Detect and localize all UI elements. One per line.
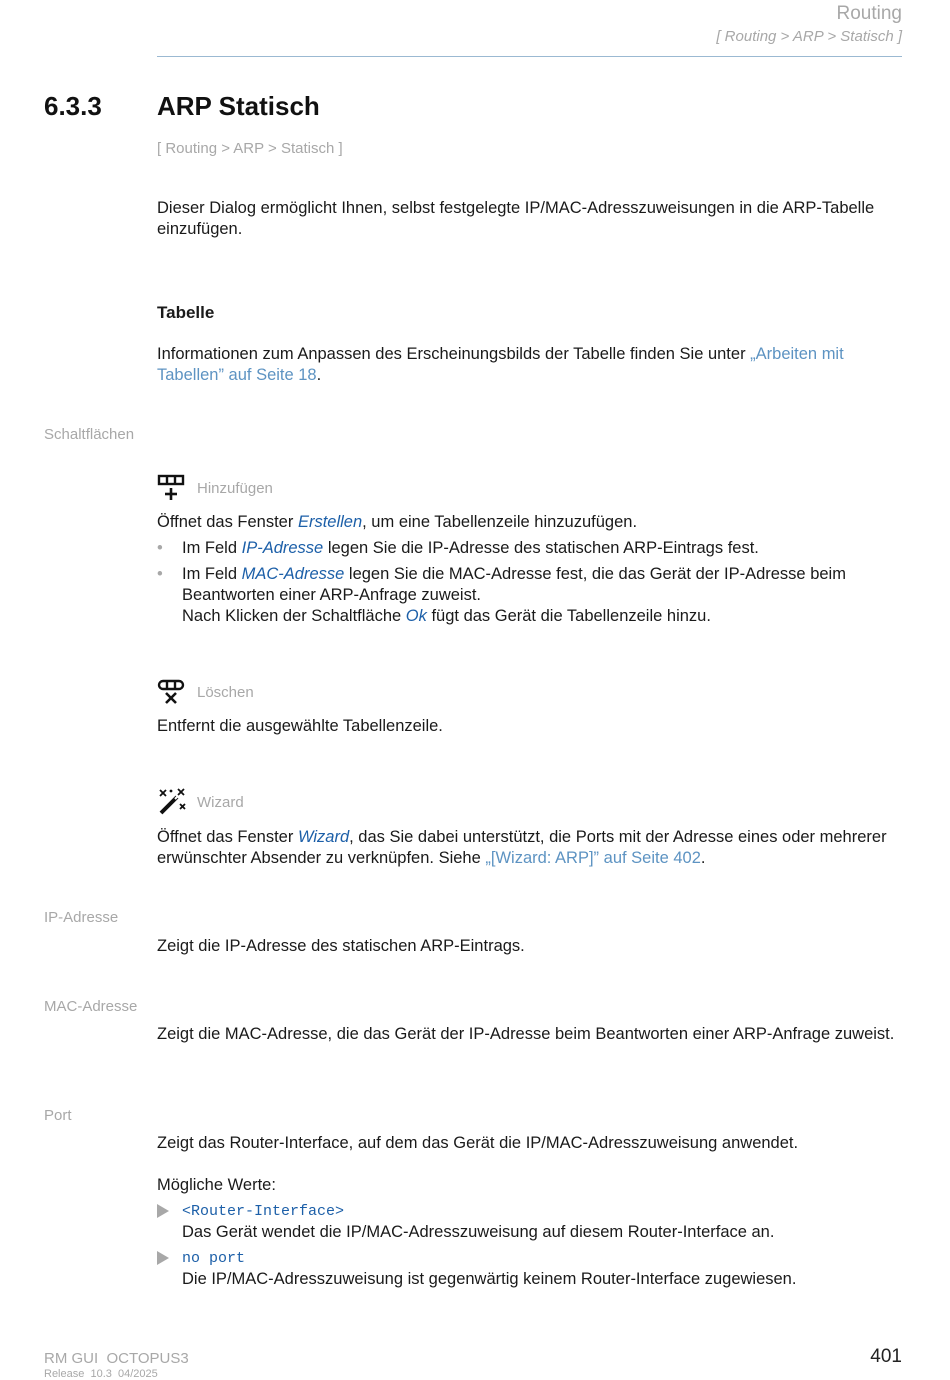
value-name: no port [182,1250,246,1267]
possible-values-label: Mögliche Werte: [157,1176,276,1194]
port-description: Zeigt das Router-Interface, auf dem das Gerät die IP/MAC-Adresszuweisung anwendet. [157,1134,799,1152]
buttons-side-label: Schaltflächen [44,426,135,443]
mac-address-side-label: MAC-Adresse [44,998,138,1015]
running-header-title: Routing [836,3,902,24]
ip-address-side-label: IP-Adresse [44,909,119,926]
ui-term-wizard: Wizard [297,828,350,846]
value-item [157,1247,903,1290]
ui-term-mac-address: MAC-Adresse [241,565,345,583]
delete-row-icon [157,678,187,706]
wizard-description: Öffnet das Fenster Wizard, das Sie dabei unterstützt, die Ports mit der Adresse eines oder mehrerer erwünschter Absender zu verknüpfen. Siehe „[Wizard: ARP]” auf Seite 402. [157,828,887,867]
magic-wand-icon [157,787,187,817]
table-info-text: Informationen zum Anpassen des Erscheinungsbilds der Tabelle finden Sie unter „Arbeiten mit Tabellen” auf Seite 18. [157,345,844,384]
ui-term-erstellen: Erstellen [297,513,363,531]
delete-description: Entfernt die ausgewählte Tabellenzeile. [157,717,443,735]
ip-address-description: Zeigt die IP-Adresse des statischen ARP-Eintrags. [157,937,525,955]
value-name: <Router-Interface> [182,1203,345,1220]
intro-text: Dieser Dialog ermöglicht Ihnen, selbst festgelegte IP/MAC-Adresszuweisungen in die ARP-Tabelle einzufügen. [157,199,875,238]
triangle-bullet-icon [157,1204,169,1218]
ui-term-ok: Ok [405,607,427,625]
header-divider [157,56,902,57]
table-help-link[interactable]: „Arbeiten mit Tabellen” auf Seite 18 [157,345,844,384]
table-heading: Tabelle [157,303,215,322]
footer-release: Release 10.3 04/2025 [44,1368,158,1380]
triangle-bullet-icon [157,1251,169,1265]
wizard-button-label: Wizard [197,793,244,811]
add-bullet-mac: • Im Feld MAC-Adresse legen Sie die MAC-Adresse fest, die das Gerät der IP-Adresse beim Beantworten einer ARP-Anfrage zuweist. Nach Klicken der Schaltfläche Ok fügt das Gerät die Tabellenzeile hinzu. [157,565,846,625]
footer-document-name: RM GUI OCTOPUS3 [44,1350,189,1367]
wizard-arp-link[interactable]: „[Wizard: ARP]” auf Seite 402 [485,849,701,867]
section-breadcrumb: [ Routing > ARP > Statisch ] [157,140,343,157]
add-button-label: Hinzufügen [197,479,273,497]
value-description: Das Gerät wendet die IP/MAC-Adresszuweisung auf diesem Router-Interface an. [182,1223,775,1241]
add-bullet-ip: • Im Feld IP-Adresse legen Sie die IP-Adresse des statischen ARP-Eintrags fest. [157,539,759,557]
add-description: Öffnet das Fenster Erstellen, um eine Tabellenzeile hinzuzufügen. [157,513,638,531]
delete-button-row [157,677,254,707]
value-description: Die IP/MAC-Adresszuweisung ist gegenwärtig keinem Router-Interface zugewiesen. [182,1270,797,1288]
mac-address-description: Zeigt die MAC-Adresse, die das Gerät der IP-Adresse beim Beantworten einer ARP-Anfrage zuweist. [157,1025,895,1043]
add-row-icon [157,474,187,502]
ui-term-ip-address: IP-Adresse [241,539,324,557]
running-header-breadcrumb: [ Routing > ARP > Statisch ] [716,28,902,45]
page-number: 401 [870,1346,902,1367]
delete-button-label: Löschen [197,683,254,701]
add-button-row [157,473,273,503]
section-title: ARP Statisch [157,91,320,121]
port-side-label: Port [44,1107,72,1124]
wizard-button-row [157,787,244,817]
section-number: 6.3.3 [44,91,102,121]
value-item [157,1200,903,1243]
